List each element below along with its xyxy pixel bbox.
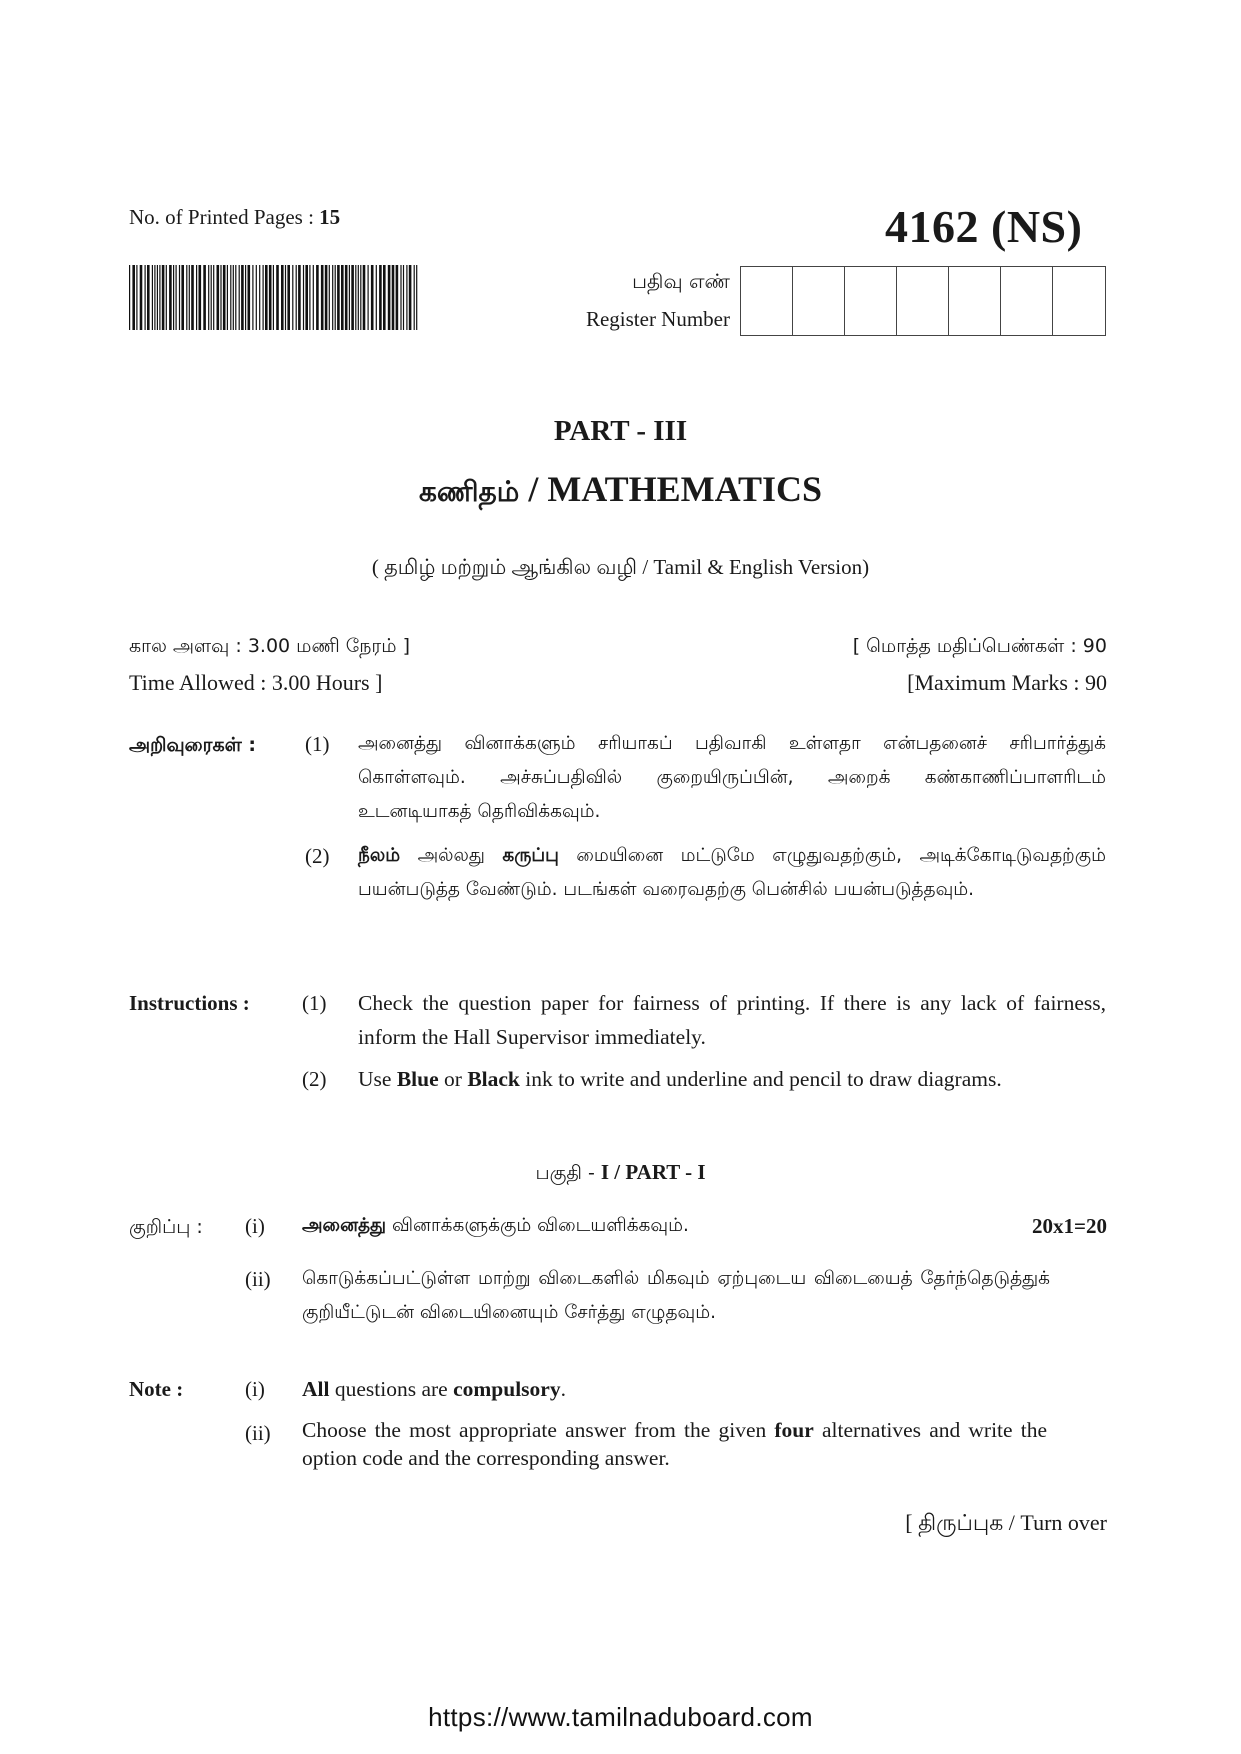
register-label-tamil: பதிவு எண் (632, 269, 730, 293)
max-marks-english: [Maximum Marks : 90 (907, 670, 1107, 695)
part-one-marks: 20x1=20 (1032, 1214, 1107, 1238)
paper-code: 4162 (NS) (885, 201, 1083, 252)
note-tamil-2-number: (ii) (245, 1267, 271, 1291)
instruction-tamil-2-text: நீலம் அல்லது கருப்பு மையினை மட்டுமே எழுதுவதற்கும், அடிக்கோடிடுவதற்கும் பயன்படுத்த வேண்டும். படங்கள் வரைவதற்கு பென்சில் பயன்படுத்தவும். (358, 845, 1106, 900)
note-tamil-label: குறிப்பு : (129, 1216, 203, 1238)
note-tamil-2-text: கொடுக்கப்பட்டுள்ள மாற்று விடைகளில் மிகவும் ஏற்புடைய விடையைத் தேர்ந்தெடுத்துக் குறியீட்டுடன் விடையினையும் சேர்த்து எழுதவும். (302, 1268, 1050, 1323)
website-watermark[interactable]: https://www.tamilnaduboard.com (428, 1702, 813, 1732)
register-digit-box[interactable] (897, 267, 949, 335)
part-one-heading: பகுதி - I / PART - I (535, 1160, 706, 1184)
version-line: ( தமிழ் மற்றும் ஆங்கில வழி / Tamil & English Version) (371, 555, 870, 579)
note-tamil-1-number: (i) (245, 1214, 265, 1238)
note-tamil-1-text: அனைத்து வினாக்களுக்கும் விடையளிக்கவும். (302, 1215, 689, 1236)
barcode-image (129, 265, 419, 330)
instruction-english-1-number: (1) (302, 991, 327, 1015)
part-heading: PART - III (553, 415, 688, 447)
register-digit-box[interactable] (1053, 267, 1105, 335)
time-allowed-english: Time Allowed : 3.00 Hours ] (129, 670, 383, 695)
register-digit-box[interactable] (793, 267, 845, 335)
max-marks-tamil: [ மொத்த மதிப்பெண்கள் : 90 (852, 635, 1107, 657)
instruction-english-2-text: Use Blue or Black ink to write and underline and pencil to draw diagrams. (358, 1067, 1002, 1091)
printed-pages: No. of Printed Pages : 15 (129, 205, 341, 229)
instruction-tamil-2-number: (2) (305, 844, 330, 868)
instructions-tamil-label: அறிவுரைகள் : (129, 734, 256, 756)
note-english-1-text: All questions are compulsory. (302, 1377, 566, 1401)
instruction-tamil-1-text: அனைத்து வினாக்களும் சரியாகப் பதிவாகி உள்ளதா என்பதனைச் சரிபார்த்துக் கொள்ளவும். அச்சுப்பதிவில் குறையிருப்பின், அறைக் கண்காணிப்பாளரிடம் உடனடியாகத் தெரிவிக்கவும். (358, 733, 1106, 822)
turn-over-note: [ திருப்புக / Turn over (905, 1510, 1107, 1535)
instruction-english-1-text: Check the question paper for fairness of printing. If there is any lack of fairness, inform the Hall Supervisor immediately. (358, 991, 1106, 1049)
register-number-boxes[interactable] (740, 266, 1106, 336)
instruction-english-2-number: (2) (302, 1067, 327, 1091)
note-english-1-number: (i) (245, 1377, 265, 1401)
register-digit-box[interactable] (845, 267, 897, 335)
note-english-2-number: (ii) (245, 1421, 271, 1445)
register-label-english: Register Number (585, 307, 730, 331)
note-english-label: Note : (129, 1377, 184, 1401)
time-allowed-tamil: கால அளவு : 3.00 மணி நேரம் ] (129, 635, 410, 657)
register-digit-box[interactable] (1001, 267, 1053, 335)
register-digit-box[interactable] (949, 267, 1001, 335)
register-digit-box[interactable] (741, 267, 793, 335)
instruction-tamil-1-number: (1) (305, 732, 330, 756)
instructions-english-label: Instructions : (129, 991, 250, 1015)
note-english-2-text: Choose the most appropriate answer from the given four alternatives and write the option code and the corresponding answer. (302, 1418, 1047, 1470)
subject-title: கணிதம் / MATHEMATICS (418, 469, 823, 509)
